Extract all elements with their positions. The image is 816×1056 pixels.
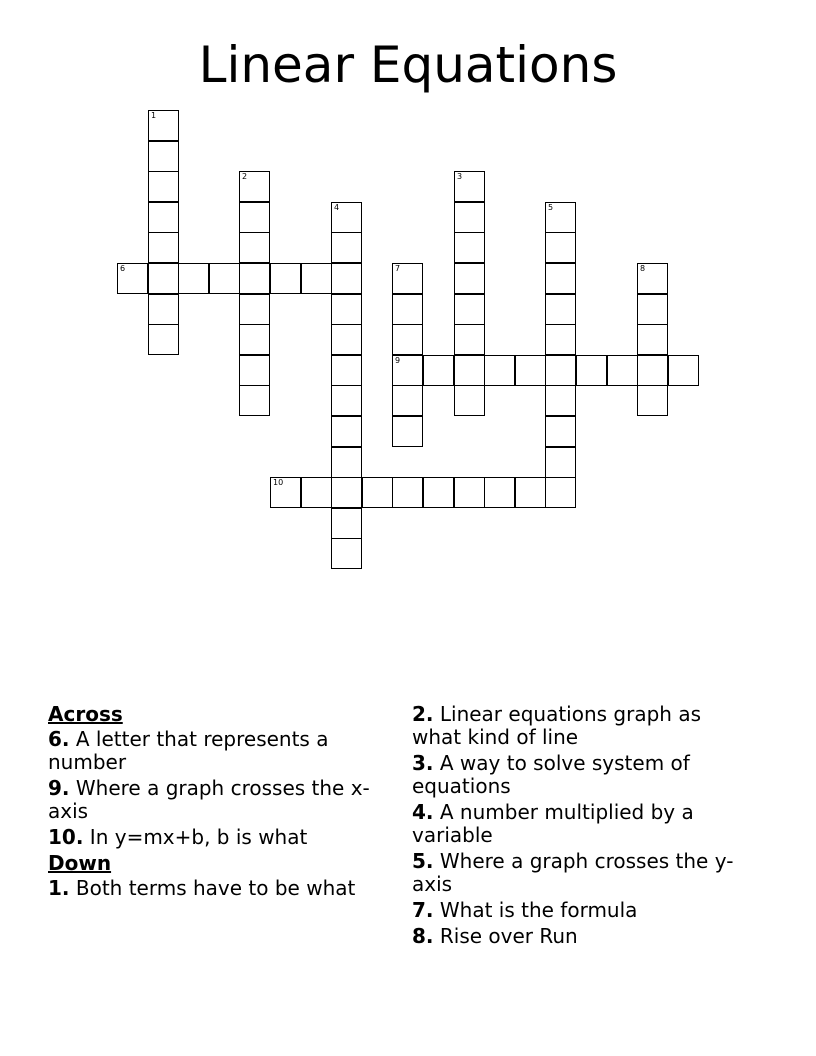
grid-cell[interactable] (239, 385, 270, 416)
clue-number: 10. (48, 825, 84, 849)
grid-cell[interactable] (454, 202, 485, 233)
clue-down-3 (412, 752, 742, 798)
clue-down-1 (48, 877, 388, 900)
grid-cell[interactable] (545, 294, 576, 325)
grid-cell[interactable] (484, 355, 515, 386)
grid-cell[interactable] (545, 416, 576, 447)
grid-cell[interactable] (637, 385, 668, 416)
clue-number: 3. (412, 751, 434, 775)
grid-cell[interactable] (301, 477, 332, 508)
cell-number: 4 (334, 203, 340, 212)
cell-number: 5 (548, 203, 554, 212)
clue-down-7 (412, 899, 742, 922)
clue-number: 6. (48, 727, 70, 751)
grid-cell[interactable] (209, 263, 240, 294)
grid-cell[interactable] (545, 447, 576, 478)
clue-down-8 (412, 925, 742, 948)
grid-cell[interactable] (545, 232, 576, 263)
clue-number: 1. (48, 876, 70, 900)
grid-cell[interactable] (423, 355, 454, 386)
across-heading: Across (48, 702, 123, 726)
grid-cell[interactable] (576, 355, 607, 386)
clue-text: Both terms have to be what (75, 876, 356, 900)
clue-down-5 (412, 850, 742, 896)
grid-cell[interactable] (454, 385, 485, 416)
grid-cell[interactable] (148, 171, 179, 202)
clue-number: 8. (412, 924, 434, 948)
clue-text: Where a graph crosses the x-axis (48, 776, 370, 823)
grid-cell[interactable] (545, 202, 576, 233)
cell-number: 6 (120, 264, 126, 273)
grid-cell[interactable] (484, 477, 515, 508)
grid-cell[interactable] (454, 171, 485, 202)
grid-cell[interactable] (331, 416, 362, 447)
grid-cell[interactable] (637, 355, 668, 386)
clue-number: 5. (412, 849, 434, 873)
grid-cell[interactable] (454, 263, 485, 294)
grid-cell[interactable] (392, 294, 423, 325)
page-title: Linear Equations (198, 36, 618, 94)
clue-across-6 (48, 728, 388, 774)
clue-number: 7. (412, 898, 434, 922)
grid-cell[interactable] (148, 324, 179, 355)
grid-cell[interactable] (331, 294, 362, 325)
grid-cell[interactable] (331, 202, 362, 233)
grid-cell[interactable] (392, 416, 423, 447)
grid-cell[interactable] (148, 141, 179, 172)
grid-cell[interactable] (239, 263, 270, 294)
grid-cell[interactable] (239, 355, 270, 386)
grid-cell[interactable] (239, 202, 270, 233)
clue-text: Linear equations graph as what kind of line (412, 702, 701, 749)
down-heading: Down (48, 851, 112, 875)
grid-cell[interactable] (331, 232, 362, 263)
clue-text: A way to solve system of equations (412, 751, 690, 798)
grid-cell[interactable] (454, 294, 485, 325)
clue-text: A number multiplied by a variable (412, 800, 694, 847)
grid-cell[interactable] (331, 538, 362, 569)
clue-text: Where a graph crosses the y-axis (412, 849, 734, 896)
grid-cell[interactable] (423, 477, 454, 508)
grid-cell[interactable] (454, 355, 485, 386)
grid-cell[interactable] (331, 355, 362, 386)
grid-cell[interactable] (148, 202, 179, 233)
grid-cell[interactable] (637, 294, 668, 325)
grid-cell[interactable] (331, 508, 362, 539)
grid-cell[interactable] (331, 477, 362, 508)
clues-left-column (48, 703, 388, 903)
grid-cell[interactable] (331, 385, 362, 416)
clue-number: 4. (412, 800, 434, 824)
grid-cell[interactable] (392, 355, 423, 386)
cell-number: 7 (395, 264, 401, 273)
grid-cell[interactable] (515, 355, 546, 386)
grid-cell[interactable] (239, 294, 270, 325)
grid-cell[interactable] (270, 477, 301, 508)
grid-cell[interactable] (239, 171, 270, 202)
cell-number: 1 (151, 111, 157, 120)
clue-down-4 (412, 801, 742, 847)
clue-text: Rise over Run (439, 924, 578, 948)
grid-cell[interactable] (331, 263, 362, 294)
clue-number: 9. (48, 776, 70, 800)
grid-cell[interactable] (239, 232, 270, 263)
cell-number: 3 (457, 172, 463, 181)
grid-cell[interactable] (454, 324, 485, 355)
grid-cell[interactable] (637, 324, 668, 355)
grid-cell[interactable] (637, 263, 668, 294)
grid-cell[interactable] (545, 355, 576, 386)
grid-cell[interactable] (362, 477, 393, 508)
clue-text: In y=mx+b, b is what (89, 825, 308, 849)
grid-cell[interactable] (454, 477, 485, 508)
clue-across-10 (48, 826, 388, 849)
grid-cell[interactable] (331, 447, 362, 478)
grid-cell[interactable] (545, 385, 576, 416)
grid-cell[interactable] (545, 324, 576, 355)
clue-text: What is the formula (439, 898, 638, 922)
grid-cell[interactable] (545, 263, 576, 294)
clue-down-2 (412, 703, 742, 749)
grid-cell[interactable] (607, 355, 638, 386)
grid-cell[interactable] (454, 232, 485, 263)
grid-cell[interactable] (148, 263, 179, 294)
cell-number: 2 (242, 172, 248, 181)
grid-cell[interactable] (515, 477, 546, 508)
grid-cell[interactable] (668, 355, 699, 386)
grid-cell[interactable] (148, 294, 179, 325)
grid-cell[interactable] (545, 477, 576, 508)
clue-number: 2. (412, 702, 434, 726)
grid-cell[interactable] (392, 324, 423, 355)
grid-cell[interactable] (117, 263, 148, 294)
cell-number: 10 (273, 478, 284, 487)
clues-right-column (412, 703, 742, 951)
grid-cell[interactable] (392, 263, 423, 294)
grid-cell[interactable] (301, 263, 332, 294)
clue-text: A letter that represents a number (48, 727, 329, 774)
grid-cell[interactable] (270, 263, 301, 294)
cell-number: 8 (640, 264, 646, 273)
clue-across-9 (48, 777, 388, 823)
grid-cell[interactable] (392, 385, 423, 416)
grid-cell[interactable] (392, 477, 423, 508)
grid-cell[interactable] (148, 232, 179, 263)
grid-cell[interactable] (178, 263, 209, 294)
grid-cell[interactable] (239, 324, 270, 355)
cell-number: 9 (395, 356, 401, 365)
grid-cell[interactable] (331, 324, 362, 355)
grid-cell[interactable] (148, 110, 179, 141)
